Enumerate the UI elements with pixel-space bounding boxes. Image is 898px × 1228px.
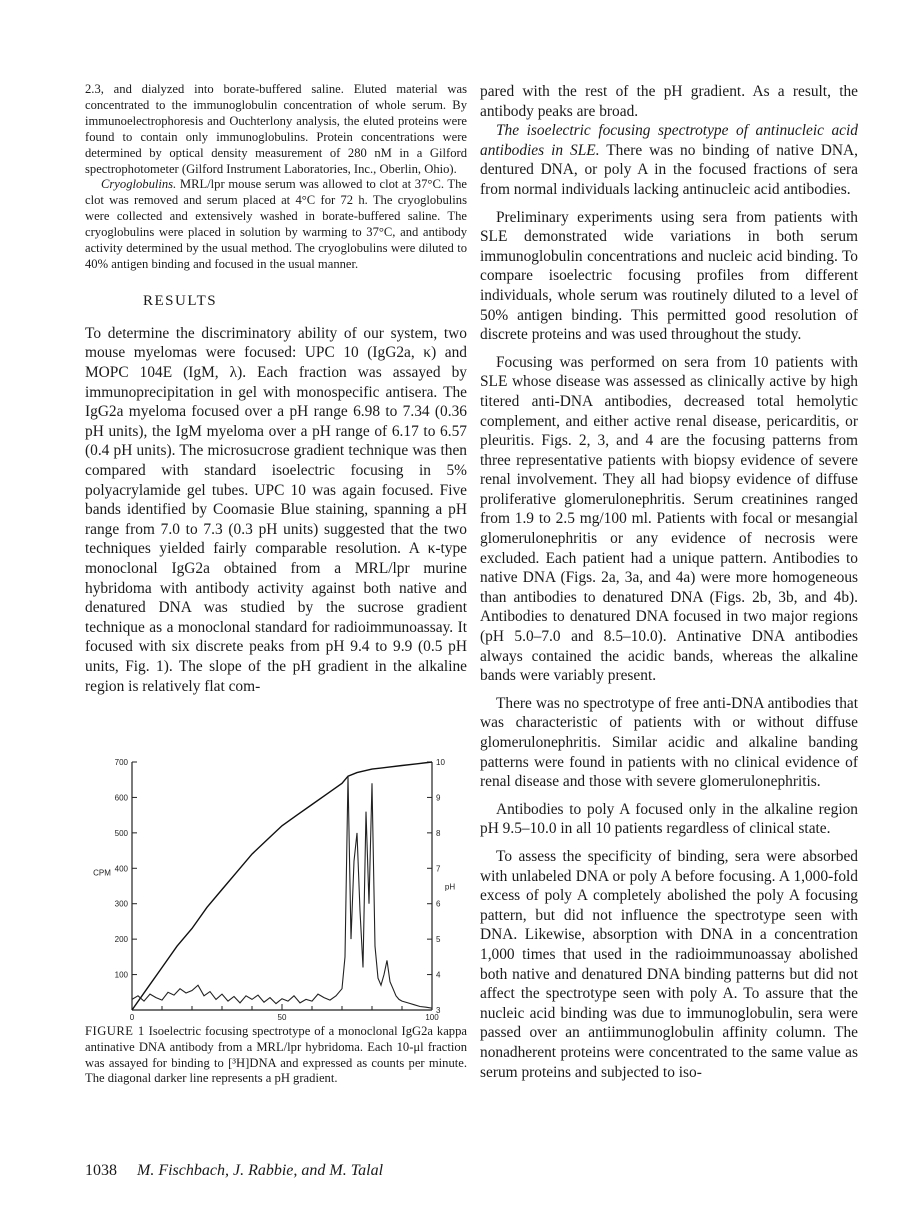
figure-caption bbox=[85, 1024, 467, 1087]
y-tick-label: 500 bbox=[114, 828, 128, 838]
running-authors: M. Fischbach, J. Rabbie, and M. Talal bbox=[137, 1162, 384, 1179]
cryoglobulins-heading: Cryoglobulins. bbox=[101, 177, 177, 192]
y2-tick-label: 5 bbox=[436, 935, 441, 945]
body-paragraph-3: Preliminary experiments using sera from patients with SLE demonstrated wide variations in both serum immunoglobulin concentrations and nucleic acid binding. To compare isoelectric focusing profiles from different individuals, whole serum was routinely diluted to a level of 50% antigen binding. This permitted good resolution of discrete proteins and was used throughout the study. bbox=[480, 208, 858, 344]
y-tick-label: 100 bbox=[114, 970, 128, 980]
y-tick-label: 300 bbox=[114, 899, 128, 909]
page-footer bbox=[85, 1162, 383, 1180]
cryoglobulins-body: MRL/lpr mouse serum was allowed to clot at 37°C. The clot was removed and serum placed at 4°C for 72 h. The cryoglobulins were collected and extensively washed in borate-buffered saline. The cryoglobulins were placed in solution by warming to 37°C, and antibody activity determined by the usual method. The cryoglobulins were diluted to 40% antigen binding and focused in the usual manner. bbox=[85, 177, 467, 271]
figure-1 bbox=[85, 750, 467, 1087]
y-tick-label: 200 bbox=[114, 935, 128, 945]
chart-labels bbox=[93, 758, 455, 1022]
chart-series bbox=[132, 762, 432, 1010]
focusing-chart bbox=[85, 750, 467, 1022]
y-tick-label: 600 bbox=[114, 793, 128, 803]
y-tick-label: 700 bbox=[114, 758, 128, 767]
y2-tick-label: 7 bbox=[436, 864, 441, 874]
methods-paragraph: 2.3, and dialyzed into borate-buffered saline. Eluted material was concentrated to the immunoglobulin concentration of whole serum. By immunoelectrophoresis and Ouchterlony analysis, the eluted proteins were found to contain only immunoglobulins. Protein concentrations were determined by optical density measurement of 280 nM in a Gilford spectrophotometer (Gilford Instrument Laboratories, Inc., Oberlin, Ohio). bbox=[85, 82, 467, 176]
y2-tick-label: 3 bbox=[436, 1006, 441, 1015]
y-tick-label: 400 bbox=[114, 864, 128, 874]
right-column bbox=[480, 82, 858, 1082]
y2-tick-label: 9 bbox=[436, 793, 441, 803]
results-paragraph: To determine the discriminatory ability of our system, two mouse myelomas were focused: UPC 10 (IgG2a, κ) and MOPC 104E (IgM, λ). Each fraction was assayed by immunoprecipitation in gel with monospecific antisera. The IgG2a myeloma focused over a pH range 6.98 to 7.34 (0.36 pH units), the IgM myeloma over a pH range of 6.17 to 6.57 (0.4 pH units). The microsucrose gradient technique was then compared with standard isoelectric focusing in 5% polyacrylamide gel tubes. UPC 10 was again focused. Five bands identified by Coomasie Blue staining, spanning a pH range from 7.0 to 7.3 (0.3 pH units) suggested that the two techniques yielded fairly comparable resolution. A κ-type monoclonal IgG2a obtained from a MRL/lpr murine hybridoma with antibody activity against both native and denatured DNA was studied by the sucrose gradient technique as a monoclonal standard for radioimmunoassay. It focused with six discrete peaks from pH 9.4 to 9.9 (0.5 pH units, Fig. 1). The slope of the pH gradient in the alkaline region is relatively flat com- bbox=[85, 324, 467, 695]
y2-tick-label: 6 bbox=[436, 899, 441, 909]
y2-tick-label: 10 bbox=[436, 758, 445, 767]
ph-gradient-line bbox=[132, 762, 432, 1010]
y-axis-label: CPM bbox=[93, 868, 111, 878]
y2-tick-label: 8 bbox=[436, 828, 441, 838]
x-tick-label: 100 bbox=[425, 1013, 439, 1022]
body-paragraph-7: To assess the specificity of binding, sera were absorbed with unlabeled DNA or poly A before focusing. A 1,000-fold excess of poly A completely abolished the poly A focusing pattern, but did not influence the spectrotype seen with DNA. Likewise, absorption with DNA in a concentration 1,000 times that used in the radioimmunoassay abolished both native and denatured DNA binding patterns but did not affect the spectrotype seen with poly A. To assure that the nucleic acid binding was due to immunoglobulin, sera were passed over an antiimmunoglobulin affinity column. The nonadherent proteins were concentrated to the same value as serum proteins and subjected to iso- bbox=[480, 847, 858, 1081]
spectrotype-heading: The isoelectric focusing spectrotype of antinucleic acid antibodies in SLE. bbox=[480, 122, 858, 159]
body-paragraph-5: There was no spectrotype of free anti-DNA antibodies that was characteristic of patients with or without diffuse glomerulonephritis. Similar acidic and alkaline banding patterns were found in patients with no clinical evidence of renal disease and those with severe glomerulonephritis. bbox=[480, 694, 858, 791]
cryoglobulins-paragraph bbox=[85, 177, 467, 272]
figure-label: FIGURE 1 bbox=[85, 1024, 145, 1038]
x-tick-label: 0 bbox=[129, 1013, 135, 1022]
y2-tick-label: 4 bbox=[436, 970, 441, 980]
results-heading: RESULTS bbox=[143, 292, 218, 309]
y2-axis-label: pH bbox=[444, 882, 456, 892]
chart-axes bbox=[132, 762, 432, 1010]
body-paragraph-1: pared with the rest of the pH gradient. As a result, the antibody peaks are broad. bbox=[480, 83, 858, 120]
x-tick-label: 50 bbox=[277, 1013, 287, 1022]
left-column bbox=[85, 82, 467, 696]
cpm-line bbox=[132, 776, 432, 1008]
body-paragraph-6: Antibodies to poly A focused only in the alkaline region pH 9.5–10.0 in all 10 patients regardless of clinical state. bbox=[480, 800, 858, 838]
figure-caption-text: Isoelectric focusing spectrotype of a monoclonal IgG2a kappa antinative DNA antibody from a MRL/lpr hybridoma. Each 10-μl fraction was assayed for binding to [³H]DNA and expressed as counts per minute. The diagonal darker line represents a pH gradient. bbox=[85, 1024, 467, 1086]
spectrotype-body: There was no binding of native DNA, dentured DNA, or poly A in the focused fractions of sera from normal individuals lacking antinucleic acid antibodies. bbox=[480, 141, 858, 198]
spectrotype-paragraph bbox=[480, 121, 858, 199]
page-number: 1038 bbox=[85, 1162, 117, 1179]
body-paragraph-4: Focusing was performed on sera from 10 patients with SLE whose disease was assessed as clinically active by high titered anti-DNA antibodies, decreased total hemolytic complement, and either active renal disease, pericarditis, or pleuritis. Figs. 2, 3, and 4 are the focusing patterns from three representative patients with biopsy evidence of severe renal involvement. They all had biopsy evidence of diffuse proliferative glomerulonephritis. Serum creatinines ranged from 1.9 to 2.5 mg/100 ml. Patients with focal or mesangial glomerulonephritis or any evidence of necrosis were excluded. Each patient had a unique pattern. Antibodies to native DNA (Figs. 2a, 3a, and 4a) were more homogeneous than antibodies to denatured DNA (Figs. 2b, 3b, and 4b). Antibodies to denatured DNA focused in two major regions (pH 5.0–7.0 and 8.5–10.0). Antinative DNA antibodies always contained the acidic bands, whereas the alkaline bands were variably present. bbox=[480, 353, 858, 685]
